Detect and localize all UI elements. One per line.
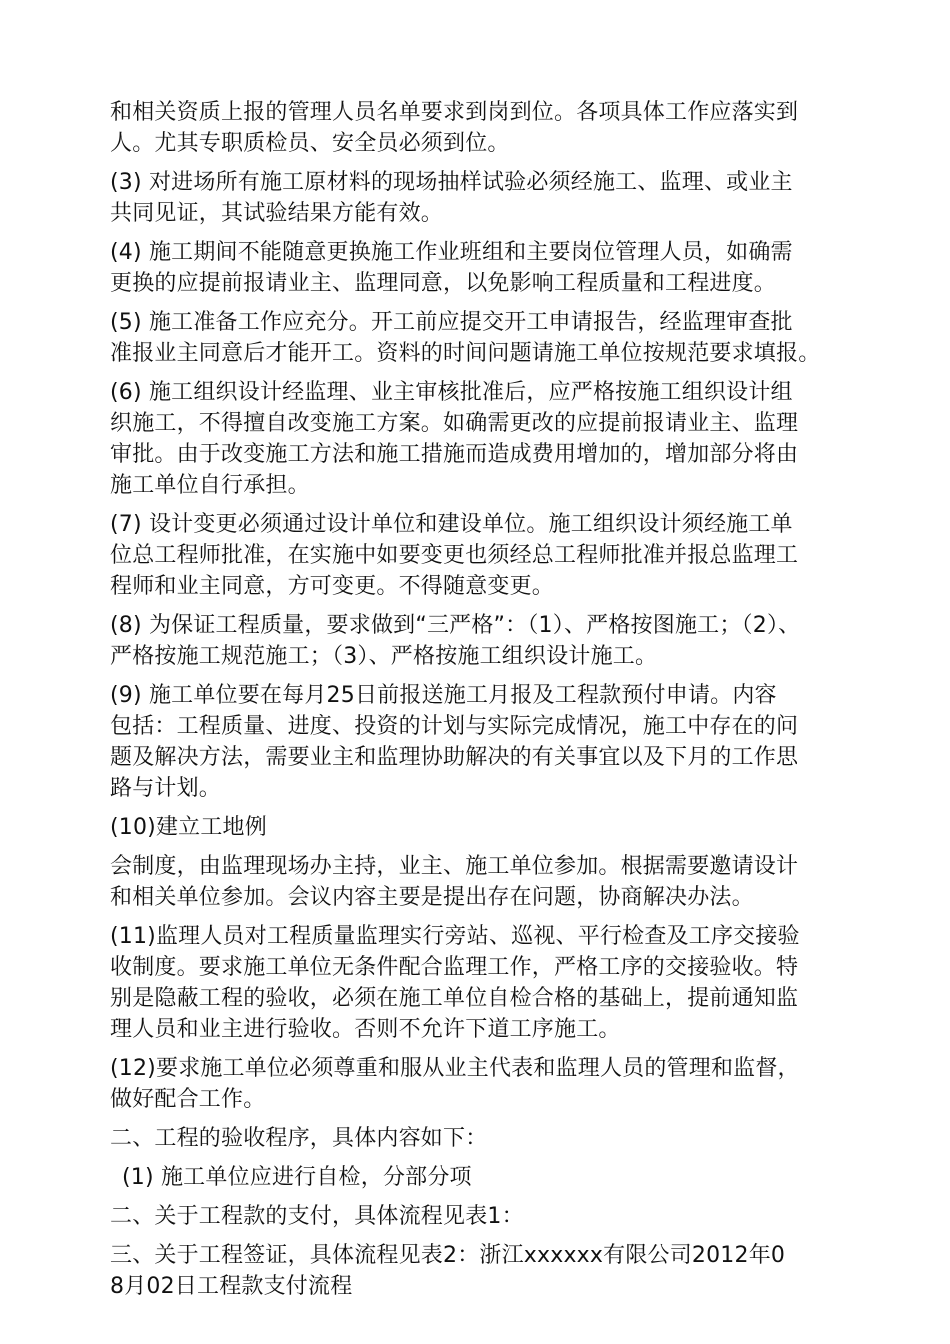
text-line: 和相关单位参加。会议内容主要是提出存在问题，协商解决办法。 [110, 885, 754, 910]
item-4-line: (4) 施工期间不能随意更换施工作业班组和主要岗位管理人员，如确需 [110, 240, 793, 265]
document-body [110, 97, 850, 1302]
text-line: 题及解决方法，需要业主和监理协助解决的有关事宜以及下月的工作思 [110, 745, 799, 770]
text-line: 别是隐蔽工程的验收，必须在施工单位自检合格的基础上，提前通知监 [110, 986, 799, 1011]
item-6-line: (6) 施工组织设计经监理、业主审核批准后，应严格按施工组织设计组 [110, 380, 793, 405]
text-line: 更换的应提前报请业主、监理同意，以免影响工程质量和工程进度。 [110, 271, 777, 296]
text-line: 8月02日工程款支付流程 [110, 1274, 353, 1299]
section-heading: 二、工程的验收程序，具体内容如下： [110, 1126, 488, 1151]
item-3-line: (3) 对进场所有施工原材料的现场抽样试验必须经施工、监理、或业主 [110, 170, 793, 195]
section-heading: 二、关于工程款的支付，具体流程见表1： [110, 1204, 524, 1229]
subitem-line: (1) 施工单位应进行自检，分部分项 [122, 1165, 472, 1190]
text-line: 程师和业主同意，方可变更。不得随意变更。 [110, 574, 555, 599]
item-8-line: (8) 为保证工程质量，要求做到“三严格”：（1）、严格按图施工；（2）、 [110, 613, 801, 638]
text-line: 位总工程师批准，在实施中如要变更也须经总工程师批准并报总监理工 [110, 543, 799, 568]
text-line: 包括：工程质量、进度、投资的计划与实际完成情况，施工中存在的问 [110, 714, 799, 739]
text-line: 施工单位自行承担。 [110, 473, 310, 498]
item-10-line: (10)建立工地例 [110, 815, 267, 840]
text-line: 会制度，由监理现场办主持，业主、施工单位参加。根据需要邀请设计 [110, 854, 799, 879]
text-line: 收制度。要求施工单位无条件配合监理工作，严格工序的交接验收。特 [110, 955, 799, 980]
text-line: 人。尤其专职质检员、安全员必须到位。 [110, 131, 510, 156]
section-heading: 三、关于工程签证，具体流程见表2：浙江xxxxxx有限公司2012年0 [110, 1243, 786, 1268]
text-line: 审批。由于改变施工方法和施工措施而造成费用增加的，增加部分将由 [110, 442, 799, 467]
text-line: 做好配合工作。 [110, 1087, 266, 1112]
text-line: 路与计划。 [110, 776, 222, 801]
item-12-line: (12)要求施工单位必须尊重和服从业主代表和监理人员的管理和监督， [110, 1056, 800, 1081]
item-9-line: (9) 施工单位要在每月25日前报送施工月报及工程款预付申请。内容 [110, 683, 777, 708]
text-line: 严格按施工规范施工；（3）、严格按施工组织设计施工。 [110, 644, 658, 669]
text-line: 共同见证，其试验结果方能有效。 [110, 201, 444, 226]
text-line: 和相关资质上报的管理人员名单要求到岗到位。各项具体工作应落实到 [110, 100, 799, 125]
text-line: 织施工，不得擅自改变施工方案。如确需更改的应提前报请业主、监理 [110, 411, 799, 436]
item-7-line: (7) 设计变更必须通过设计单位和建设单位。施工组织设计须经施工单 [110, 512, 793, 537]
text-line: 理人员和业主进行验收。否则不允许下道工序施工。 [110, 1017, 621, 1042]
item-11-line: (11)监理人员对工程质量监理实行旁站、巡视、平行检查及工序交接验 [110, 924, 800, 949]
item-5-line: (5) 施工准备工作应充分。开工前应提交开工申请报告，经监理审查批 [110, 310, 793, 335]
text-line: 准报业主同意后才能开工。资料的时间问题请施工单位按规范要求填报。 [110, 341, 821, 366]
